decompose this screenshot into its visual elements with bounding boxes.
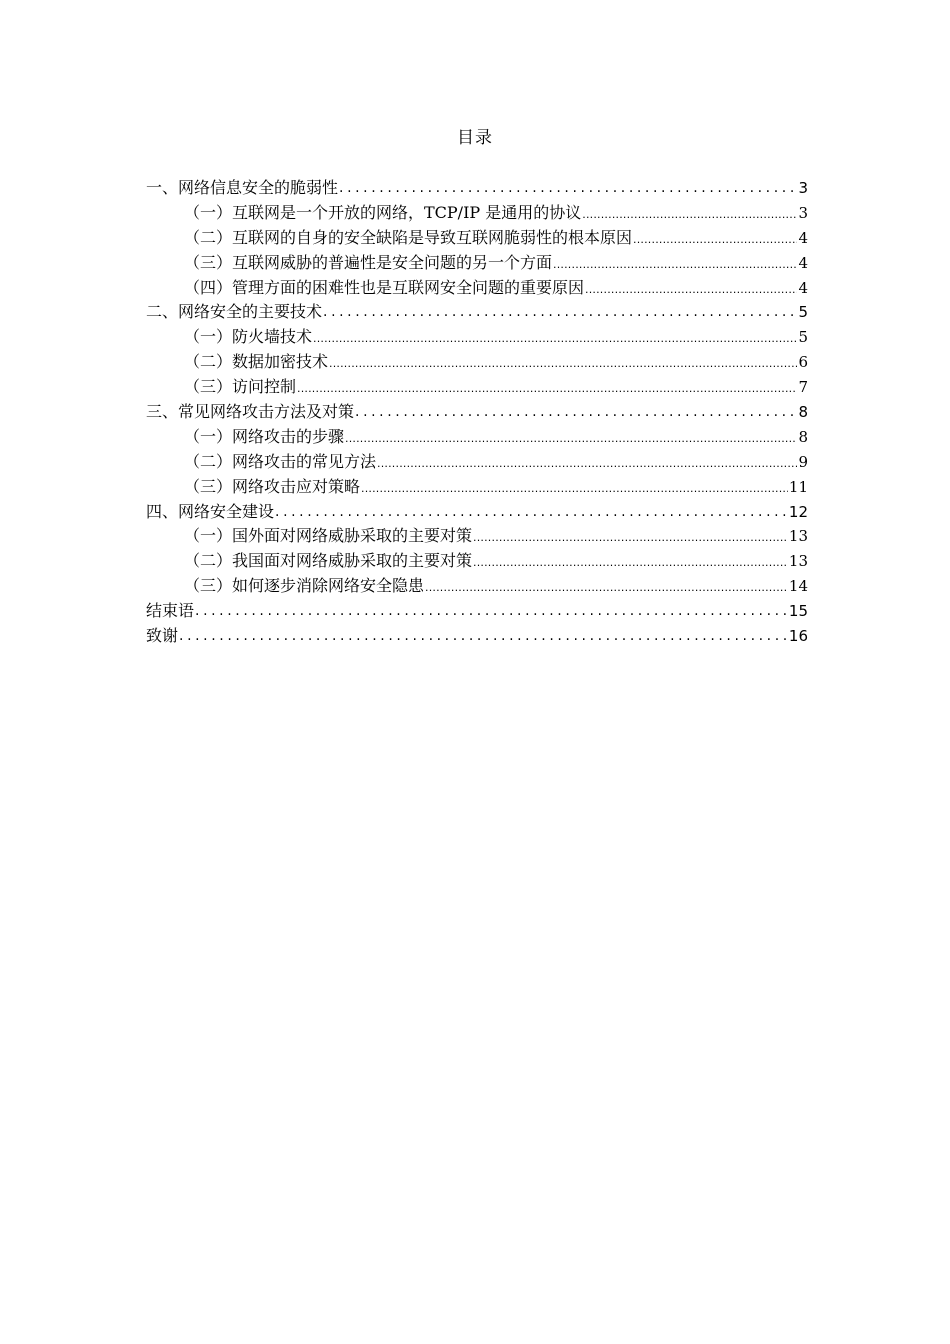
toc-dot-leader (377, 452, 797, 477)
toc-page-number: 3 (798, 203, 808, 222)
toc-page-number: 3 (798, 179, 808, 197)
toc-dot-leader (329, 352, 797, 377)
toc-entry[interactable] (146, 325, 808, 350)
toc-entry-label: （三）网络攻击应对策略 (184, 476, 361, 496)
toc-entry[interactable] (146, 176, 808, 201)
toc-dot-leader (275, 500, 788, 525)
toc-page-number: 4 (798, 253, 808, 272)
toc-entry[interactable] (146, 375, 808, 400)
toc-dot-leader (195, 599, 788, 624)
toc-entry-label: （二）网络攻击的常见方法 (184, 451, 377, 471)
toc-entry[interactable] (146, 300, 808, 325)
toc-dot-leader (425, 576, 788, 601)
toc-entry[interactable] (146, 226, 808, 251)
toc-entry-label: 三、常见网络攻击方法及对策 (146, 402, 355, 422)
toc-page-number: 4 (798, 228, 808, 247)
toc-entry-label: 二、网络安全的主要技术 (146, 302, 323, 322)
toc-entry-label: （四）管理方面的困难性也是互联网安全问题的重要原因 (184, 277, 585, 297)
toc-dot-leader (323, 300, 797, 325)
toc-entry-label: （二）互联网的自身的安全缺陷是导致互联网脆弱性的根本原因 (184, 227, 633, 247)
toc-page-number: 16 (788, 627, 808, 646)
toc-dot-leader (297, 377, 797, 402)
toc-entry[interactable] (146, 624, 808, 649)
toc-dot-leader (339, 176, 797, 201)
toc-entry-label: 四、网络安全建设 (146, 501, 275, 521)
toc-page-number: 13 (788, 527, 808, 546)
toc-entry[interactable] (146, 500, 808, 525)
toc-page-number: 9 (798, 452, 808, 471)
toc-dot-leader (582, 203, 797, 228)
toc-dot-leader (633, 228, 797, 253)
toc-entry[interactable] (146, 350, 808, 375)
toc-entry[interactable] (146, 574, 808, 599)
toc-entry-label: （一）国外面对网络威胁采取的主要对策 (184, 526, 473, 546)
toc-page-number: 4 (798, 278, 808, 297)
toc-entry[interactable] (146, 425, 808, 450)
toc-page-number: 11 (788, 477, 808, 496)
toc-dot-leader (345, 427, 797, 452)
toc-entry[interactable] (146, 599, 808, 624)
toc-entry[interactable] (146, 201, 808, 226)
toc-dot-leader (473, 551, 788, 576)
toc-entry[interactable] (146, 276, 808, 301)
toc-entry-label: （三）访问控制 (184, 377, 297, 397)
toc-page-number: 14 (788, 577, 808, 596)
toc-entry-label: 一、网络信息安全的脆弱性 (146, 178, 339, 197)
toc-dot-leader (179, 624, 788, 649)
toc-page-number: 12 (788, 502, 808, 521)
toc-entry-label: （二）数据加密技术 (184, 352, 329, 372)
toc-dot-leader (585, 278, 797, 303)
toc-entry[interactable] (146, 450, 808, 475)
toc-page-number: 7 (798, 378, 808, 397)
toc-dot-leader (553, 253, 797, 278)
toc-entry-label: 致谢 (146, 626, 179, 646)
toc-dot-leader (473, 526, 788, 551)
toc-entry[interactable] (146, 524, 808, 549)
toc-page-number: 13 (788, 552, 808, 571)
toc-dot-leader (313, 327, 797, 352)
toc-entry-label: （一）互联网是一个开放的网络，TCP/IP 是通用的协议 (184, 202, 582, 222)
table-of-contents (146, 176, 808, 649)
toc-page-number: 8 (798, 403, 808, 422)
toc-title: 目录 (457, 128, 493, 148)
toc-entry-label: （一）网络攻击的步骤 (184, 426, 345, 446)
toc-entry-label: 结束语 (146, 601, 195, 621)
toc-dot-leader (361, 477, 788, 502)
toc-entry[interactable] (146, 400, 808, 425)
toc-page-number: 15 (788, 602, 808, 621)
toc-entry-label: （一）防火墙技术 (184, 327, 313, 347)
toc-entry-label: （三）如何逐步消除网络安全隐患 (184, 576, 425, 596)
toc-entry[interactable] (146, 549, 808, 574)
toc-page-number: 5 (798, 303, 808, 322)
toc-entry[interactable] (146, 251, 808, 276)
toc-entry[interactable] (146, 475, 808, 500)
toc-dot-leader (355, 400, 797, 425)
toc-entry-label: （二）我国面对网络威胁采取的主要对策 (184, 551, 473, 571)
toc-page-number: 8 (798, 427, 808, 446)
toc-page-number: 5 (798, 328, 808, 347)
toc-entry-label: （三）互联网威胁的普遍性是安全问题的另一个方面 (184, 252, 553, 272)
toc-page-number: 6 (798, 353, 808, 372)
